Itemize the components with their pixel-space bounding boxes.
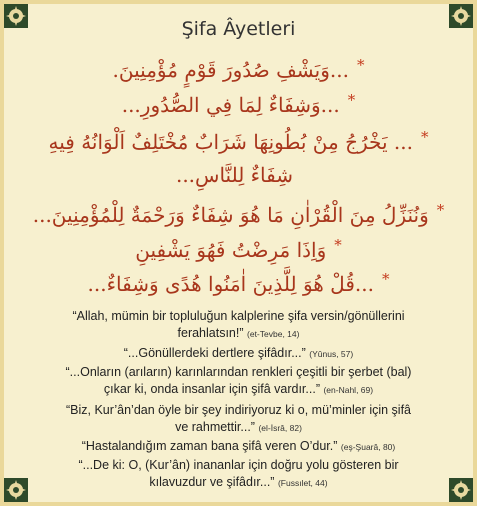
arabic-verse-text: ... يَخْرُجُ مِنْ بُطُونِهَا شَرَابٌ مُخْتَلِفٌ اَلْوَانُهُ فِيهِ — [48, 130, 413, 154]
arabic-verse — [20, 128, 457, 154]
arabic-verse-text: ...وَيَشْفِ صُدُورَ قَوْمٍ مُؤْمِنِينَ. — [112, 58, 349, 82]
bullet-star: * — [356, 56, 365, 74]
arabic-verse-text: ...وَشِفَاءٌ لِمَا فِي الصُّدُورِ... — [121, 93, 340, 117]
arabic-verse-text: ...قُلْ هُوَ لِلَّذِينَ اٰمَنُوا هُدًى وَشِفَاءٌ... — [87, 272, 374, 296]
arabic-verse-text: شِفَاءٌ لِلنَّاسِ... — [175, 163, 294, 187]
verse-reference: (Fussılet, 44) — [277, 478, 328, 488]
bullet-star: * — [334, 236, 342, 254]
translation — [20, 457, 457, 492]
translation — [20, 438, 457, 456]
translation-line: “...Gönüllerdeki dertlere şifâdır...” — [123, 346, 306, 360]
bullet-star: * — [381, 270, 390, 288]
translation — [20, 308, 457, 343]
translation-line: ve rahmettir...” — [175, 420, 255, 434]
translation-line: “Biz, Kur’ân’dan öyle bir şey indiriyoruz ki o, mü’minler için şifâ — [65, 403, 412, 417]
translation-line: “...De ki: O, (Kur’ân) inananlar için doğru yolu gösteren bir — [78, 458, 399, 472]
translation — [20, 402, 457, 437]
verse-reference: (en-Nahl, 69) — [323, 385, 374, 395]
arabic-verse-text: وَنُنَزِّلُ مِنَ الْقُرْاٰنِ مَا هُوَ شِفَاءٌ وَرَحْمَةٌ لِلْمُؤْمِنِينَ... — [32, 203, 429, 227]
translation-line: çıkar ki, onda insanlar için şifâ vardır...” — [103, 382, 320, 396]
bullet-star: * — [420, 128, 429, 146]
translation-line: “...Onların (arıların) karınlarından renkleri çeşitli bir şerbet (bal) — [65, 365, 412, 379]
translation-line: kılavuzdur ve şifâdır...” — [149, 475, 275, 489]
translation-line: “Allah, mümin bir topluluğun kalplerine şifa versin/gönüllerini — [72, 309, 405, 323]
arabic-verse — [20, 270, 457, 296]
bullet-star: * — [347, 91, 356, 109]
arabic-verse-text: وَاِذَا مَرِضْتُ فَهُوَ يَشْفِينِ — [135, 238, 327, 262]
translation-line: ferahlatsın!” — [177, 326, 244, 340]
translation — [20, 364, 457, 399]
arabic-verse — [20, 161, 457, 187]
translation-line: “Hastalandığım zaman bana şifâ veren O’dur.” — [81, 439, 338, 453]
arabic-verse — [20, 56, 457, 82]
verse-reference: (et-Tevbe, 14) — [247, 329, 300, 339]
verse-reference: (el-İsrâ, 82) — [258, 423, 302, 433]
arabic-verse — [20, 201, 457, 227]
verse-reference: (Yûnus, 57) — [309, 349, 354, 359]
bullet-star: * — [436, 201, 445, 219]
verse-reference: (eş-Şuarâ, 80) — [340, 442, 396, 452]
arabic-verse — [20, 91, 457, 117]
arabic-verse — [20, 236, 457, 262]
page-title: Şifa Âyetleri — [181, 18, 296, 40]
translation — [20, 345, 457, 363]
